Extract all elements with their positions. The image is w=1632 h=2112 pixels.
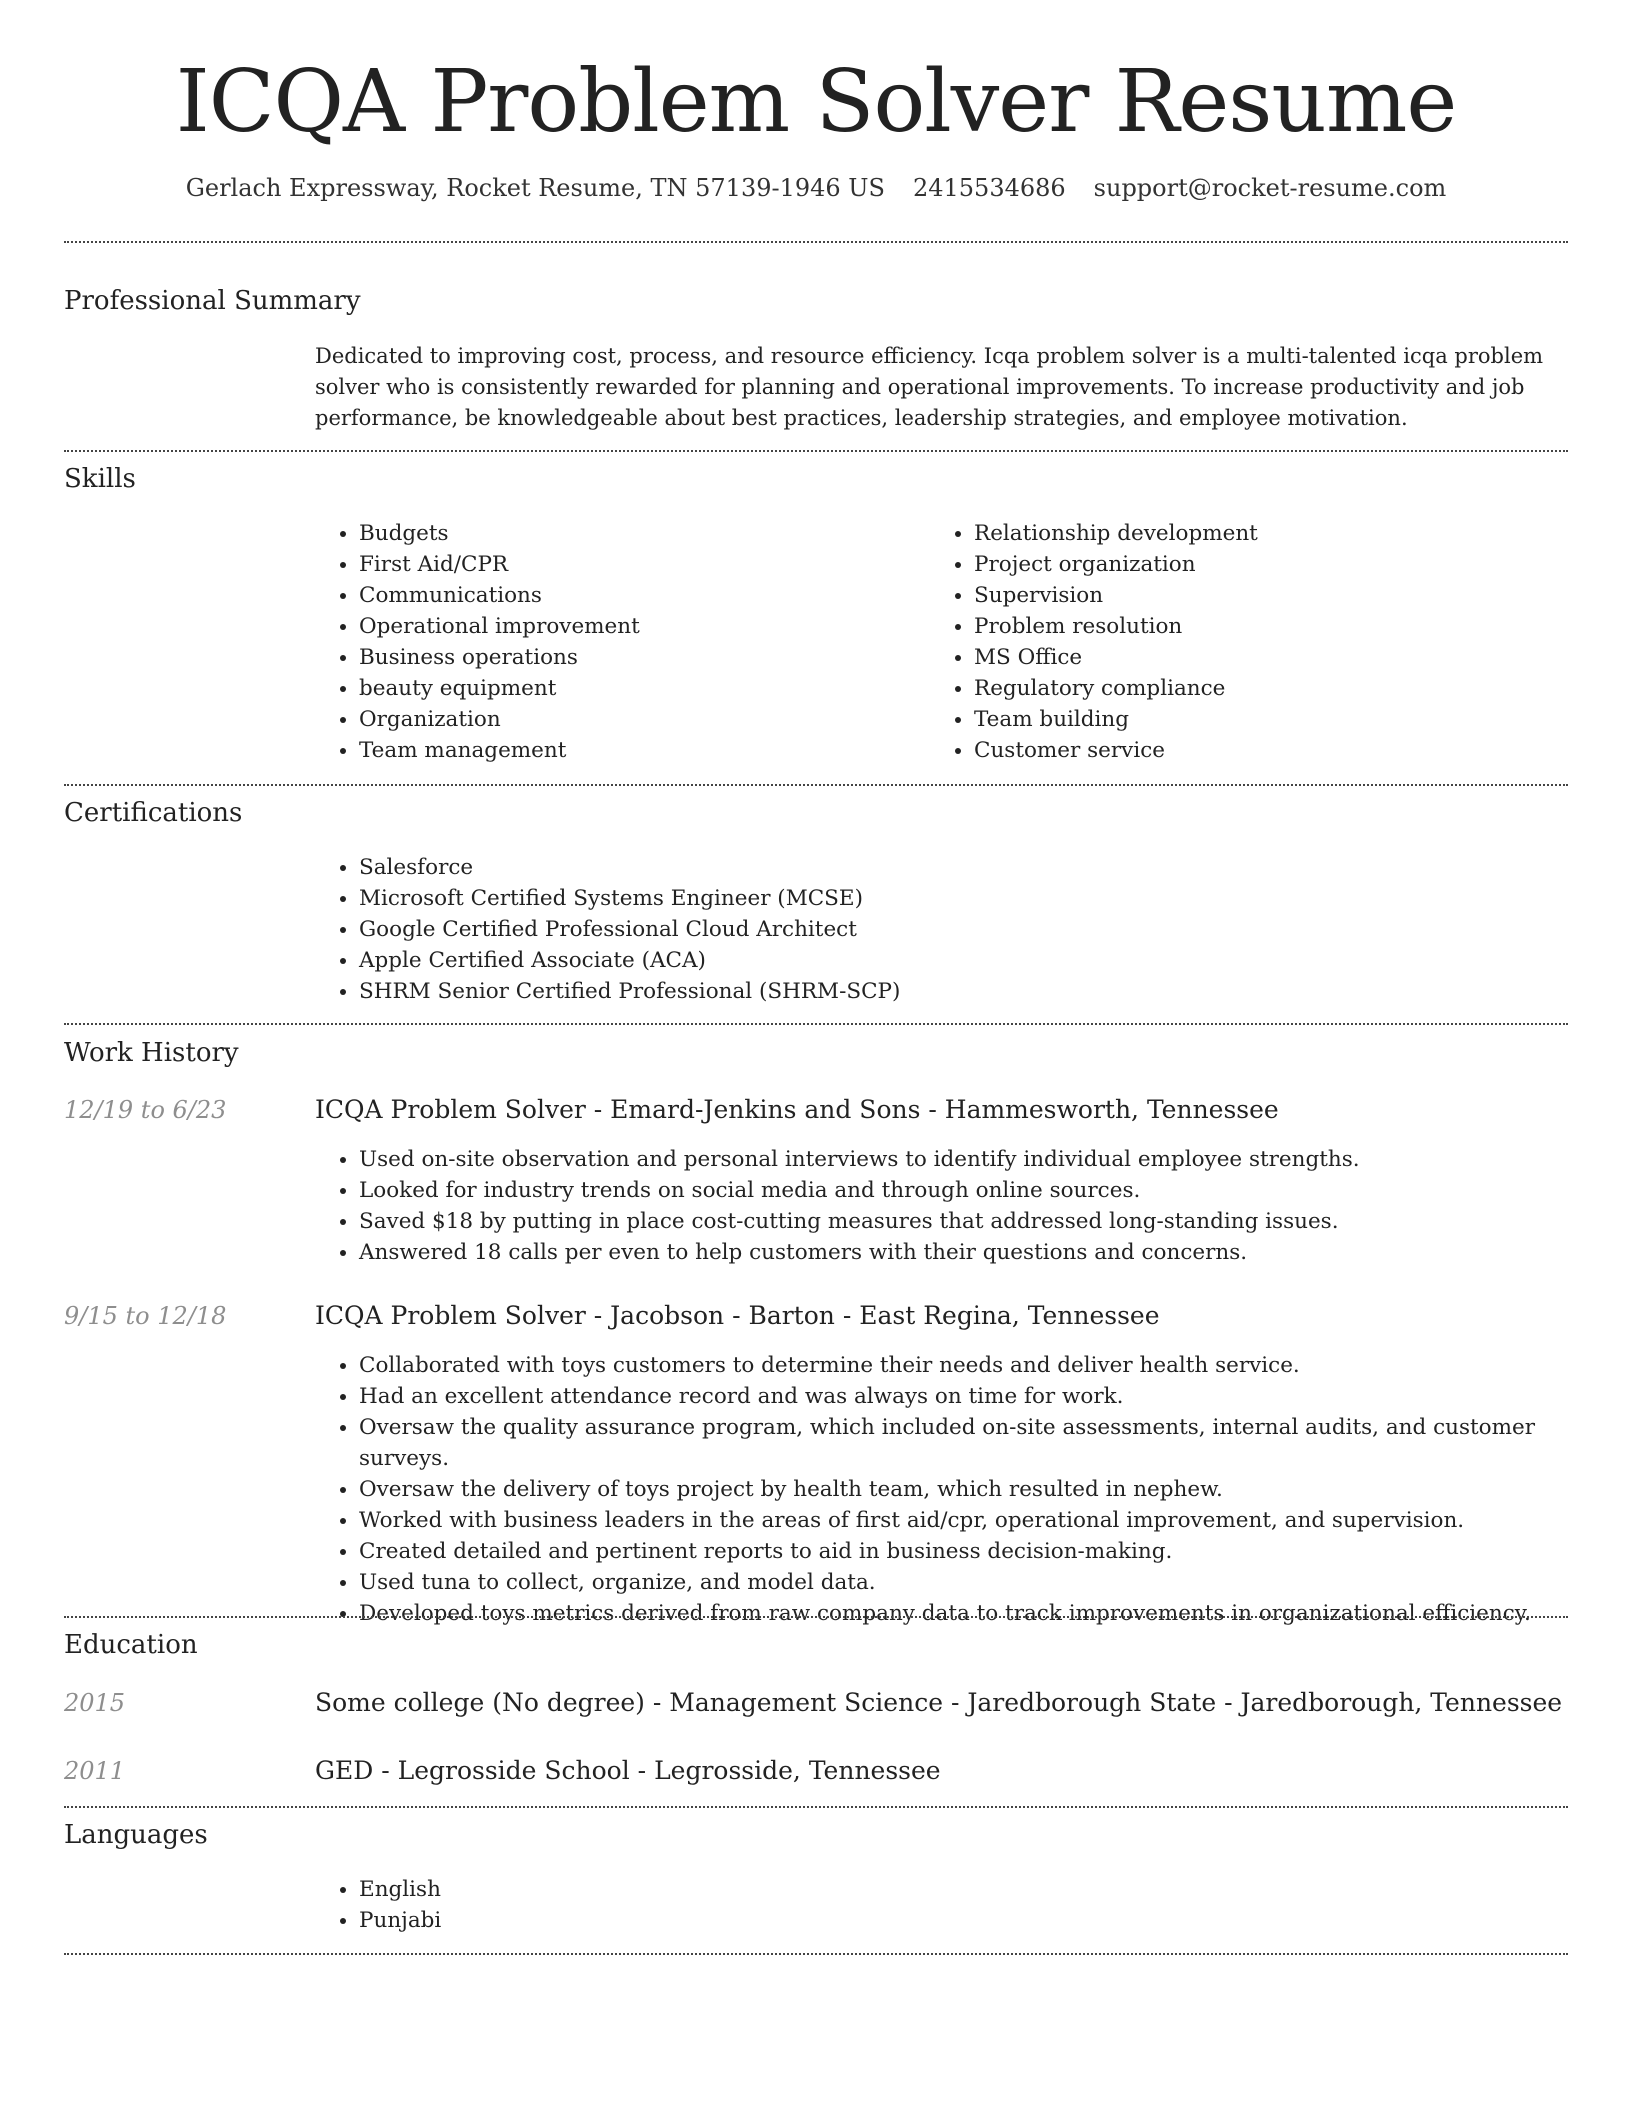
job-dates: 9/15 to 12/18 (64, 1302, 227, 1330)
contact-address: Gerlach Expressway, Rocket Resume, TN 57139-1946 US (185, 174, 885, 202)
summary-text: Dedicated to improving cost, process, and resource efficiency. Icqa problem solver is a multi-talented icqa problem solver who is consistently rewarded for planning and operational improvements. To increase productivity and job performance, be knowledgeable about best practices, leadership strategies, and employee motivation. (315, 344, 1544, 430)
divider (64, 784, 1568, 786)
languages-heading: Languages (64, 1820, 208, 1850)
skill-item: • Project organization (974, 549, 1574, 580)
skill-item: • Supervision (974, 580, 1574, 611)
job-bullet: • Worked with business leaders in the areas of first aid/cpr, operational improvement, and supervision. (359, 1505, 1619, 1536)
divider (64, 1023, 1568, 1025)
job-bullet: • Saved $18 by putting in place cost-cutting measures that addressed long-standing issues. (359, 1206, 1599, 1237)
job-bullets (315, 1144, 1599, 1268)
divider (64, 241, 1568, 243)
divider (64, 1953, 1568, 1955)
certification-item: • SHRM Senior Certified Professional (SHRM-SCP) (359, 976, 1559, 1007)
job-bullet: • Had an excellent attendance record and was always on time for work. (359, 1381, 1619, 1412)
job-bullet: • Created detailed and pertinent reports to aid in business decision-making. (359, 1536, 1619, 1567)
job-bullet: • Used tuna to collect, organize, and model data. (359, 1567, 1619, 1598)
resume-title: ICQA Problem Solver Resume (175, 52, 1457, 152)
skill-item: • Communications (359, 580, 919, 611)
divider (64, 1806, 1568, 1808)
job-bullet: • Looked for industry trends on social media and through online sources. (359, 1175, 1599, 1206)
job-bullet: • Used on-site observation and personal interviews to identify individual employee strengths. (359, 1144, 1599, 1175)
certification-item: • Microsoft Certified Systems Engineer (MCSE) (359, 883, 1559, 914)
skill-item: • MS Office (974, 642, 1574, 673)
education-heading: Education (64, 1630, 198, 1660)
skills-list-left (315, 518, 919, 766)
job-bullet: • Developed toys metrics derived from raw company data to track improvements in organizational efficiency. (359, 1598, 1619, 1629)
skills-heading: Skills (64, 464, 136, 494)
certifications-list (315, 852, 1559, 1007)
divider (64, 450, 1568, 452)
job-bullets (315, 1350, 1619, 1629)
language-item: • Punjabi (359, 1905, 959, 1936)
skill-item: • Regulatory compliance (974, 673, 1574, 704)
skill-item: • Operational improvement (359, 611, 919, 642)
skill-item: • First Aid/CPR (359, 549, 919, 580)
education-year: 2011 (64, 1757, 126, 1785)
job-bullet: • Oversaw the quality assurance program, which included on-site assessments, internal audits, and customer surveys. (359, 1412, 1619, 1474)
certification-item: • Apple Certified Associate (ACA) (359, 945, 1559, 976)
skill-item: • Business operations (359, 642, 919, 673)
skill-item: • Relationship development (974, 518, 1574, 549)
contact-phone: 2415534686 (912, 174, 1066, 202)
education-title: Some college (No degree) - Management Science - Jaredborough State - Jaredborough, Tennessee (315, 1688, 1563, 1717)
contact-line (0, 170, 1632, 206)
certification-item: • Google Certified Professional Cloud Architect (359, 914, 1559, 945)
job-title: ICQA Problem Solver - Jacobson - Barton - East Regina, Tennessee (315, 1301, 1160, 1330)
certification-item: • Salesforce (359, 852, 1559, 883)
education-year: 2015 (64, 1689, 126, 1717)
job-title: ICQA Problem Solver - Emard-Jenkins and Sons - Hammesworth, Tennessee (315, 1095, 1279, 1124)
job-dates: 12/19 to 6/23 (64, 1096, 227, 1124)
job-bullet: • Oversaw the delivery of toys project by health team, which resulted in nephew. (359, 1474, 1619, 1505)
skill-item: • Organization (359, 704, 919, 735)
skill-item: • Customer service (974, 735, 1574, 766)
skill-item: • Team management (359, 735, 919, 766)
skills-list-right (930, 518, 1574, 766)
skill-item: • Team building (974, 704, 1574, 735)
work-heading: Work History (64, 1038, 239, 1068)
contact-email: support@rocket-resume.com (1093, 174, 1447, 202)
job-bullet: • Collaborated with toys customers to determine their needs and deliver health service. (359, 1350, 1619, 1381)
language-item: • English (359, 1874, 959, 1905)
skill-item: • Budgets (359, 518, 919, 549)
certifications-heading: Certifications (64, 798, 243, 828)
languages-list (315, 1874, 959, 1936)
skill-item: • Problem resolution (974, 611, 1574, 642)
education-title: GED - Legrosside School - Legrosside, Tennessee (315, 1756, 941, 1785)
skill-item: • beauty equipment (359, 673, 919, 704)
summary-heading: Professional Summary (64, 286, 361, 316)
job-bullet: • Answered 18 calls per even to help customers with their questions and concerns. (359, 1237, 1599, 1268)
divider (64, 1616, 1568, 1618)
